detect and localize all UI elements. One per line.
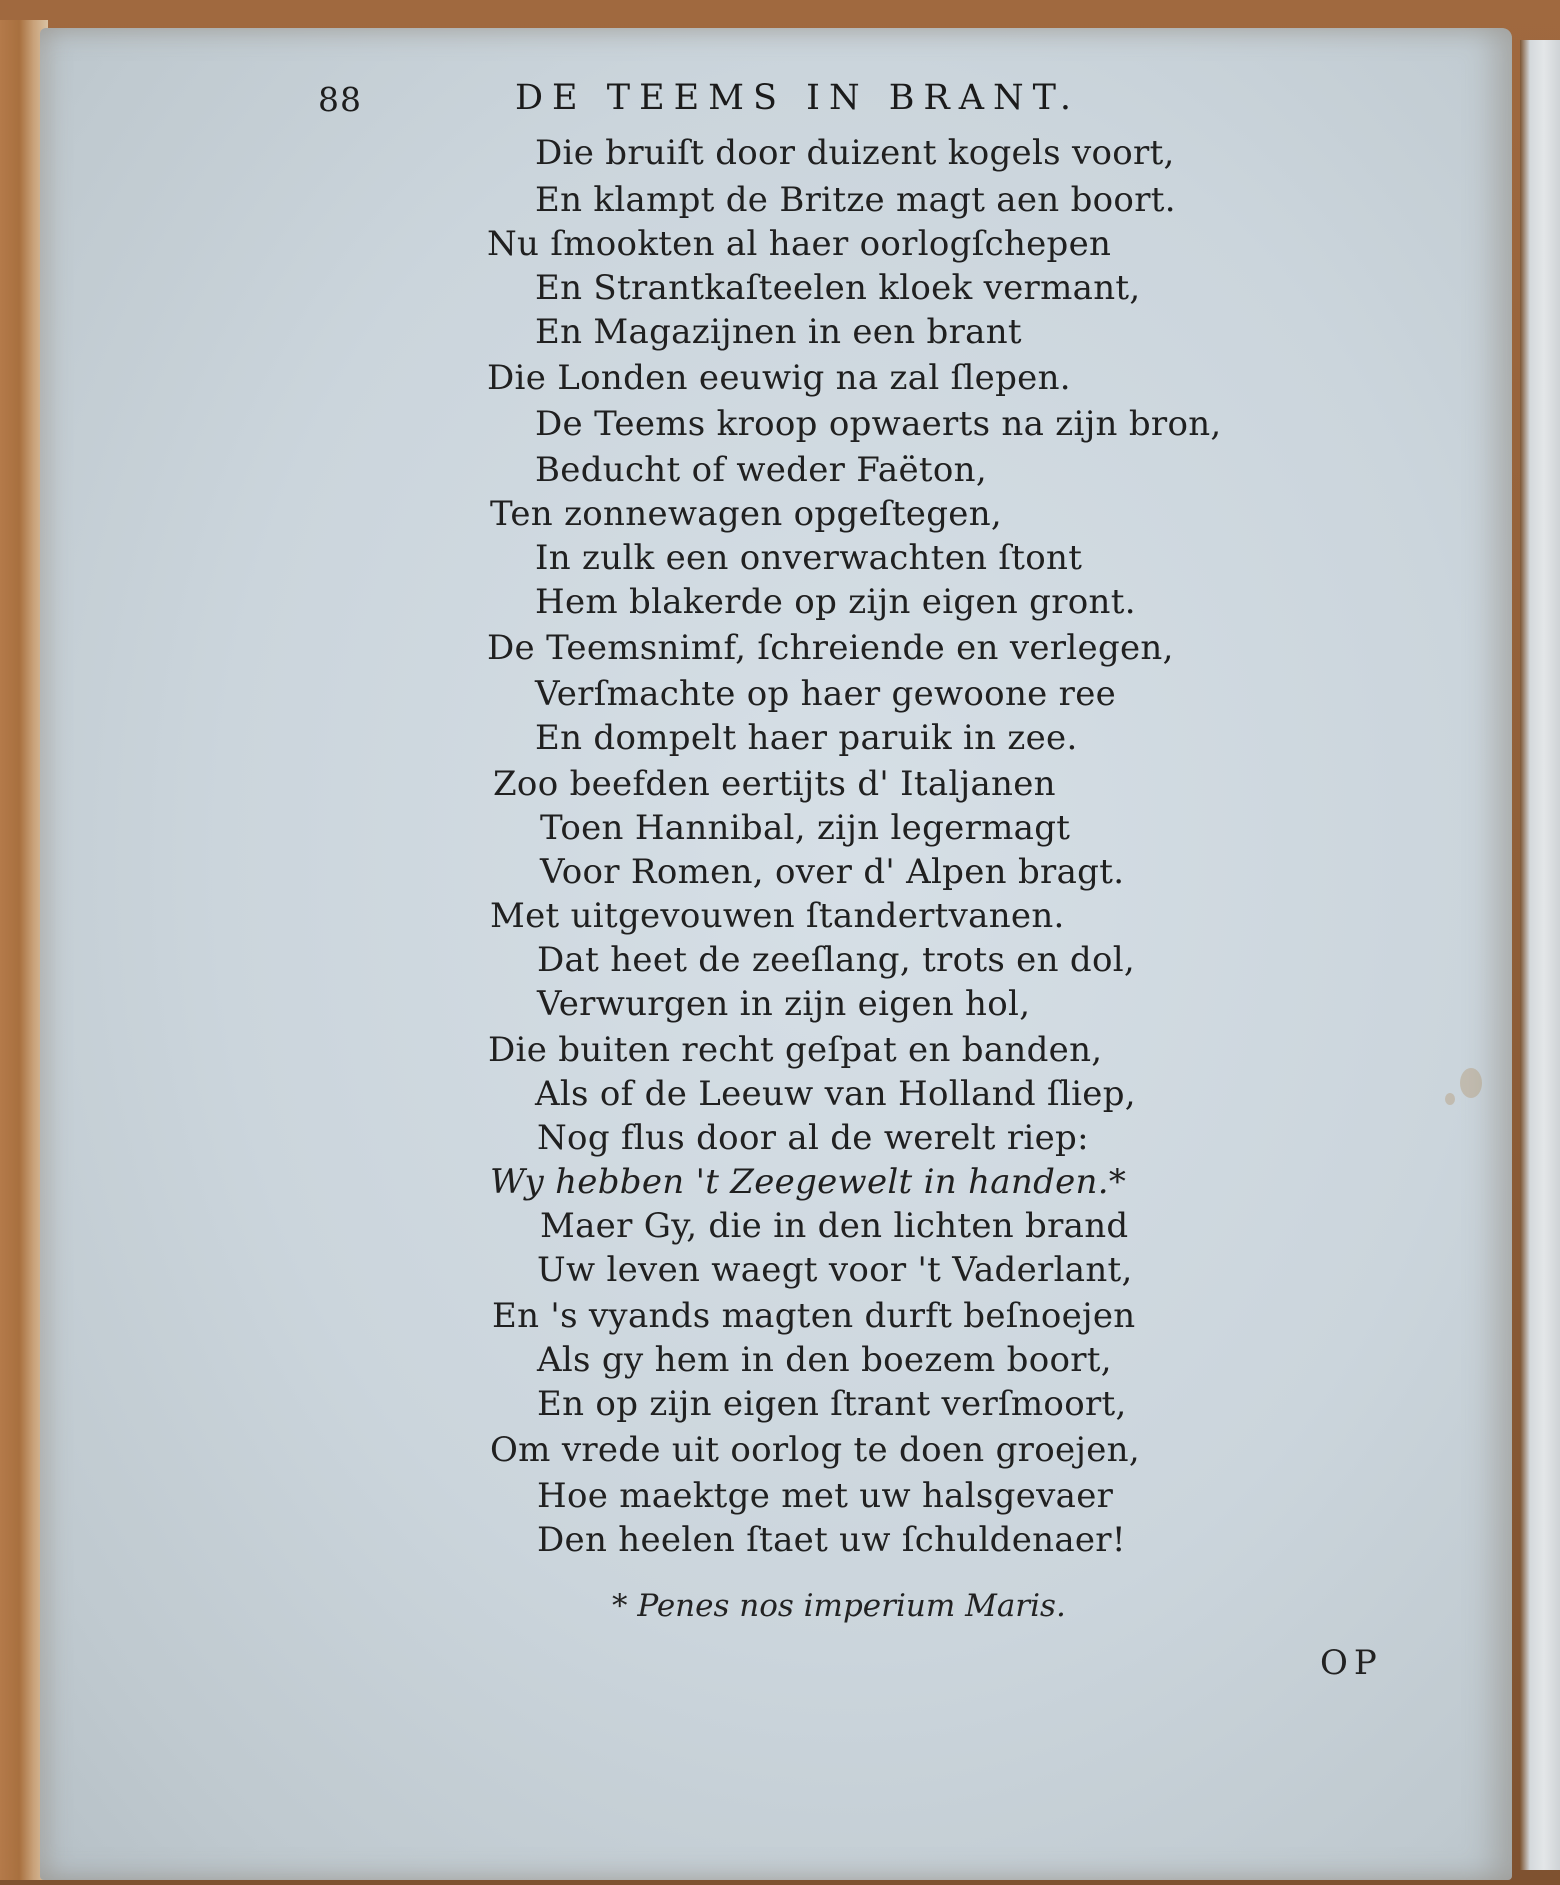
verse-line: Nu ſmookten al haer oorlogſchepen bbox=[487, 224, 1112, 264]
verse-line: Ten zonnewagen opgeſtegen, bbox=[490, 494, 1003, 534]
verse-line: Om vrede uit oorlog te doen groejen, bbox=[490, 1430, 1140, 1470]
verse-line: En klampt de Britze magt aen boort. bbox=[535, 180, 1176, 220]
verse-line: Maer Gy, die in den lichten brand bbox=[540, 1206, 1129, 1246]
verse-line: Dat heet de zeeſlang, trots en dol, bbox=[537, 940, 1136, 980]
verse-line: En Magazijnen in een brant bbox=[535, 312, 1022, 352]
verse-line: En Strantkaſteelen kloek vermant, bbox=[535, 268, 1141, 308]
verse-line: Nog flus door al de werelt riep: bbox=[537, 1118, 1089, 1158]
verse-line: Den heelen ſtaet uw ſchuldenaer! bbox=[537, 1520, 1126, 1560]
verse-line: Die bruiſt door duizent kogels voort, bbox=[535, 133, 1175, 173]
verse-line: Uw leven waegt voor 't Vaderlant, bbox=[537, 1250, 1133, 1290]
footnote: * Penes nos imperium Maris. bbox=[612, 1588, 1066, 1624]
facing-page-edge bbox=[1520, 40, 1560, 1870]
verse-line: Die Londen eeuwig na zal ſlepen. bbox=[487, 358, 1071, 398]
verse-line: Zoo beefden eertijts d' Italjanen bbox=[493, 764, 1056, 804]
verse-line: De Teems kroop opwaerts na zijn bron, bbox=[535, 404, 1222, 444]
verse-line: Met uitgevouwen ſtandertvanen. bbox=[490, 896, 1065, 936]
verse-line: En op zijn eigen ſtrant verſmoort, bbox=[537, 1384, 1127, 1424]
page-number: 88 bbox=[318, 80, 362, 119]
verse-line: Als gy hem in den boezem boort, bbox=[537, 1340, 1112, 1380]
verse-line: Verſmachte op haer gewoone ree bbox=[535, 674, 1117, 714]
verse-line-italic: Wy hebben 't Zeegewelt in handen.* bbox=[490, 1162, 1127, 1202]
verse-line: Hoe maektge met uw halsgevaer bbox=[537, 1476, 1114, 1516]
verse-line: Die buiten recht geſpat en banden, bbox=[488, 1030, 1103, 1070]
verse-line: Beducht of weder Faëton, bbox=[535, 450, 987, 490]
verse-line: Toen Hannibal, zijn legermagt bbox=[540, 808, 1071, 848]
verse-line: Als of de Leeuw van Holland ſliep, bbox=[535, 1074, 1136, 1114]
verse-line: En dompelt haer paruik in zee. bbox=[535, 718, 1078, 758]
verse-line: En 's vyands magten durft beſnoejen bbox=[492, 1296, 1136, 1336]
running-head: DE TEEMS IN BRANT. bbox=[515, 78, 1080, 118]
verse-line: De Teemsnimf, ſchreiende en verlegen, bbox=[487, 628, 1174, 668]
verse-line: In zulk een onverwachten ſtont bbox=[535, 538, 1083, 578]
foxing-stain bbox=[1445, 1093, 1455, 1105]
verse-line: Verwurgen in zijn eigen hol, bbox=[537, 984, 1031, 1024]
verse-line: Voor Romen, over d' Alpen bragt. bbox=[540, 852, 1125, 892]
catchword: OP bbox=[1320, 1643, 1383, 1683]
verse-line: Hem blakerde op zijn eigen gront. bbox=[535, 582, 1136, 622]
foxing-stain bbox=[1460, 1068, 1482, 1098]
